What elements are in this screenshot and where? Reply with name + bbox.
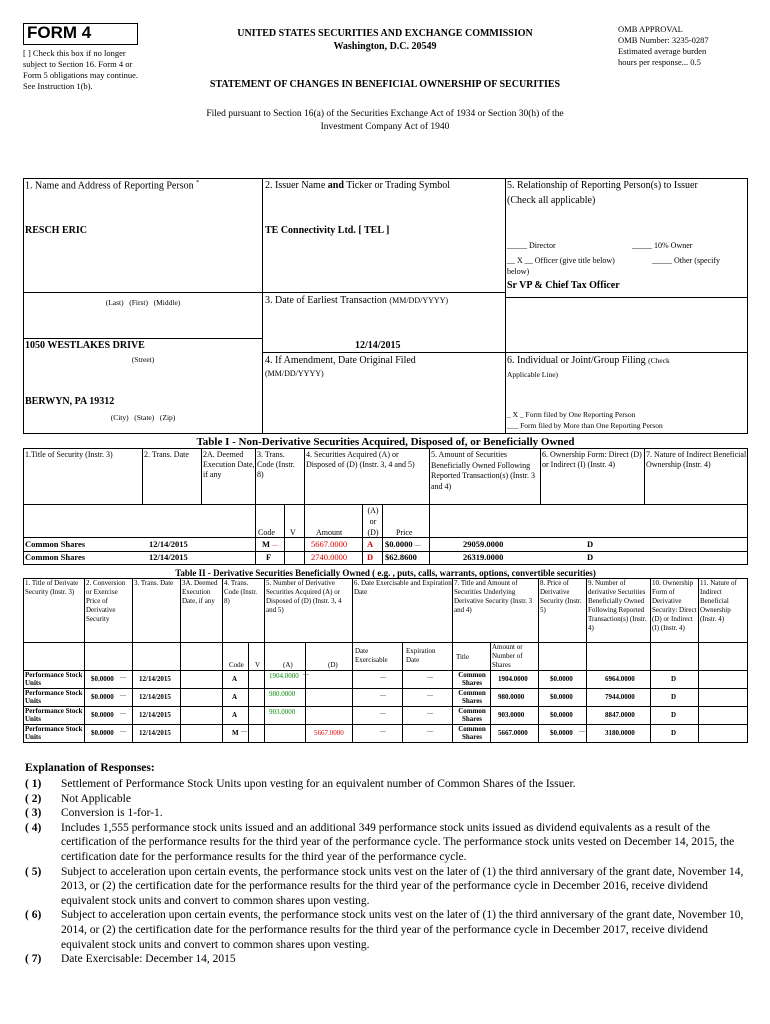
t2-h-price: 8. Price of Derivative Security (Instr. 5)	[540, 579, 582, 614]
box5-label-2: (Check all applicable)	[507, 195, 596, 206]
t2-conv-footnote[interactable]: —	[120, 675, 126, 681]
t1-r1-form: D	[587, 552, 594, 562]
t2-h-owned: 9. Number of derivative Securities Beneficially Owned Following Reported Transaction(s) (Instr. 4)	[588, 579, 647, 632]
reporting-person-name: RESCH ERIC	[25, 225, 87, 236]
t1-h-code: 3. Trans. Code (Instr. 8)	[257, 450, 295, 479]
t2-code-footnote[interactable]: —	[241, 729, 247, 735]
t1-r0-owned: 29059.0000	[463, 539, 504, 549]
t2-price: $0.0000	[550, 693, 573, 701]
explanation-number: ( 3)	[25, 807, 42, 820]
t2-price-footnote[interactable]: —	[579, 729, 585, 735]
t2-code: A	[232, 675, 238, 683]
table1-row	[23, 539, 748, 551]
t2-code: M	[232, 729, 239, 737]
t2-form: D	[671, 693, 677, 701]
t2-owned: 7944.0000	[605, 693, 635, 701]
t2-h-exercisable: 6. Date Exercisable and Expiration Date	[354, 579, 452, 596]
t1-r1-amount: 2740.0000	[311, 552, 348, 562]
table2-title: Table II - Derivative Securities Beneficially Owned ( e.g. , puts, calls, warrants, options, convertible securities)	[175, 568, 596, 578]
explanation-text: Includes 1,555 performance stock units issued and an additional 349 performance stock units issued as dividend equivalents as a result of the certification of the performance results for the third year of the performance cycle. The performance stock units vested on December 14, 2015, the certification date for the performance results for the third year of the performance cycle.	[61, 821, 735, 863]
t2-owned: 6964.0000	[605, 675, 635, 683]
t2-sub-title: Title	[456, 653, 469, 661]
t2-h-underlying: 7. Title and Amount of Securities Underlying Derivative Security (Instr. 3 and 4)	[454, 579, 533, 614]
ten-pct-owner-option[interactable]: _____ 10% Owner	[632, 241, 693, 250]
t1-h-title: 1.Title of Security (Instr. 3)	[25, 450, 113, 459]
t2-sub-a: (A)	[283, 661, 293, 669]
issuer-name: TE Connectivity Ltd. [ TEL ]	[265, 225, 390, 236]
t2-title: Performance Stock Units	[25, 671, 83, 687]
box2-label-a: 2. Issuer Name	[265, 180, 328, 191]
t2-a: 903.0000	[269, 708, 296, 716]
form-title: FORM 4	[27, 23, 92, 42]
explanation-text: Settlement of Performance Stock Units upon vesting for an equivalent number of Common Shares of the Issuer.	[61, 778, 576, 790]
explanation-list	[25, 777, 745, 967]
explanation-number: ( 7)	[25, 953, 42, 966]
t1-h-deemed: 2A. Deemed Execution Date, if any	[203, 450, 255, 479]
box2-label-b: Ticker or Trading Symbol	[343, 180, 451, 191]
t2-owned: 3180.0000	[605, 729, 635, 737]
check-box-text[interactable]: [ ] Check this box if no longer subject to Section 16. Form 4 or Form 5 obligations may continue. See Instruction 1(b).	[23, 48, 138, 91]
t2-h-code: 4. Trans. Code (Instr. 8)	[224, 579, 258, 605]
filing-option-multiple[interactable]: ___ Form filed by More than One Reporting Person	[507, 421, 663, 430]
t1-r1-price	[385, 552, 417, 562]
t2-a-footnote[interactable]: —	[303, 672, 309, 678]
t2-h-form: 10. Ownership Form of Derivative Security: Direct (D) or Indirect (I) (Instr. 4)	[652, 579, 697, 632]
filed-pursuant-line-1: Filed pursuant to Section 16(a) of the Securities Exchange Act of 1934 or Section 30(h) of the	[206, 109, 564, 119]
table2-row	[23, 707, 748, 724]
officer-title: Sr VP & Chief Tax Officer	[507, 280, 620, 291]
t2-h-deemed: 3A. Deemed Execution Date, if any	[182, 579, 218, 605]
table1-title: Table I - Non-Derivative Securities Acquired, Disposed of, or Beneficially Owned	[196, 436, 575, 448]
t2-date-ex: —	[380, 729, 386, 735]
explanation-text: Subject to acceleration upon certain events, the performance stock units vest on the later of (1) the third anniversary of the grant date, November 14, 2013, or (2) the certification date for the performance results for the third year of the performance cycle in December 2016, receive dividend equivalent stock units and convert to common shares upon vesting.	[61, 865, 744, 907]
box2-label	[265, 180, 450, 191]
box3-label	[265, 295, 448, 306]
explanation-title: Explanation of Responses:	[25, 762, 155, 774]
t1-h-nature: 7. Nature of Indirect Beneficial Ownership (Instr. 4)	[646, 450, 747, 469]
t1-r0-price-value: $0.0000	[385, 539, 413, 549]
t1-subheader	[23, 505, 748, 538]
t1-r0-date: 12/14/2015	[149, 539, 188, 549]
t2-sub-v: V	[255, 661, 261, 669]
table2-row	[23, 671, 748, 688]
omb-title: OMB APPROVAL	[618, 24, 683, 34]
t1-r0-title: Common Shares	[25, 539, 86, 549]
t2-form: D	[671, 729, 677, 737]
table2-row	[23, 689, 748, 706]
explanation-item	[25, 792, 745, 807]
t2-a: 980.0000	[269, 690, 296, 698]
t2-form: D	[671, 675, 677, 683]
t2-exp: —	[427, 711, 433, 717]
t2-h-number: 5. Number of Derivative Securities Acquired (A) or Disposed of (D) (Instr. 3, 4 and 5)	[266, 579, 342, 614]
t2-u-title: Common Shares	[458, 671, 486, 687]
t2-date-ex: —	[380, 693, 386, 699]
officer-option[interactable]: __ X __ Officer (give title below)	[507, 256, 615, 265]
t2-sub-amount: Amount or Number of Shares	[492, 643, 523, 669]
t2-price: $0.0000	[550, 729, 573, 737]
box4-label: 4. If Amendment, Date Original Filed	[265, 355, 416, 366]
t1-h-owned: 5. Amount of Securities Beneficially Owned Following Reported Transaction(s) (Instr. 3 and 4)	[431, 450, 535, 491]
box3-label-small: (MM/DD/YYYY)	[389, 296, 449, 305]
t2-date: 12/14/2015	[139, 711, 171, 719]
t2-h-title: 1. Title of Derivate Security (Instr. 3)	[25, 579, 79, 596]
t2-date: 12/14/2015	[139, 675, 171, 683]
explanation-text: Conversion is 1-for-1.	[61, 807, 163, 820]
t2-sub-code: Code	[229, 661, 244, 669]
t2-u-amount: 1904.0000	[498, 675, 528, 683]
t1-sub-amount: Amount	[316, 528, 343, 537]
filed-pursuant-line-2: Investment Company Act of 1940	[320, 122, 450, 132]
t2-u-amount: 903.0000	[498, 711, 525, 719]
box5-label: 5. Relationship of Reporting Person(s) to Issuer	[507, 180, 698, 191]
t1-r0-code-footnote[interactable]: —	[272, 543, 279, 549]
t2-price: $0.0000	[550, 675, 573, 683]
t2-u-amount: 5667.0000	[498, 729, 528, 737]
t1-r0-price-footnote[interactable]: —	[414, 543, 421, 549]
earliest-transaction-date: 12/14/2015	[355, 340, 401, 351]
box1-label-text: 1. Name and Address of Reporting Person	[25, 180, 194, 192]
filing-option-one[interactable]: _ X _ Form filed by One Reporting Person	[507, 410, 636, 419]
t2-exp: —	[427, 675, 433, 681]
t2-date: 12/14/2015	[139, 693, 171, 701]
explanation-text: Subject to acceleration upon certain events, the performance stock units vest on the later of (1) the third anniversary of the grant date, November 10, 2014, or (2) the certification date for the performance results for the third year of the performance cycle in December 2017, receive dividend equivalent stock units and convert to common shares upon vesting.	[61, 909, 744, 951]
t2-exp: —	[427, 729, 433, 735]
t2-date-ex: —	[380, 675, 386, 681]
explanation-item	[25, 777, 745, 792]
t2-title: Performance Stock Units	[25, 689, 83, 705]
t2-title: Performance Stock Units	[25, 725, 83, 741]
omb-burden-2: hours per response... 0.5	[618, 57, 701, 67]
t1-r0-form: D	[587, 539, 594, 549]
t2-code: A	[232, 711, 238, 719]
t2-sub-d: (D)	[328, 661, 338, 669]
t1-r0-amount: 5667.0000	[311, 539, 348, 549]
t2-conv-footnote[interactable]: —	[120, 693, 126, 699]
street-sub-label: (Street)	[131, 355, 155, 364]
explanation-item	[25, 865, 745, 909]
box6-label	[507, 355, 670, 366]
t1-r1-date: 12/14/2015	[149, 552, 188, 562]
other-below-text: below)	[507, 267, 530, 276]
table2-row	[23, 725, 748, 742]
t1-r0-aod: A	[367, 539, 374, 549]
t2-h-date: 3. Trans. Date	[134, 579, 174, 587]
t2-conv: $0.0000	[91, 675, 114, 683]
city-state-zip: BERWYN, PA 19312	[25, 396, 115, 407]
explanation-number: ( 1)	[25, 778, 42, 790]
t2-date: 12/14/2015	[139, 729, 171, 737]
t1-sub-code: Code	[258, 528, 275, 537]
t1-r0-code-value: M	[262, 539, 271, 549]
omb-burden-1: Estimated average burden	[618, 46, 707, 56]
table1-row	[23, 552, 748, 564]
omb-number: OMB Number: 3235-0287	[618, 35, 709, 45]
t2-owned: 8847.0000	[605, 711, 635, 719]
t2-conv: $0.0000	[91, 729, 114, 737]
t2-sub-exp: Expiration Date	[406, 647, 436, 664]
t2-conv: $0.0000	[91, 711, 114, 719]
t2-u-title: Common Shares	[458, 689, 486, 705]
t1-r0-code	[262, 539, 278, 549]
t2-u-title: Common Shares	[458, 707, 486, 723]
box1-star: *	[196, 180, 200, 186]
t1-r1-code	[266, 552, 271, 562]
explanation-item	[25, 908, 745, 952]
agency-city: Washington, D.C. 20549	[333, 41, 437, 52]
t1-r1-title: Common Shares	[25, 552, 86, 562]
explanation-item	[25, 821, 745, 865]
box6-label-small: (Check	[648, 356, 670, 365]
t2-sub-date-ex: Date Exercisable	[355, 647, 388, 664]
t2-conv-footnote[interactable]: —	[120, 729, 126, 735]
t1-r1-aod: D	[367, 552, 374, 562]
t1-r1-price-value: $62.8600	[385, 552, 417, 562]
explanation-text: Not Applicable	[61, 792, 131, 805]
explanation-number: ( 6)	[25, 909, 42, 922]
box6-label-small-2: Applicable Line)	[507, 370, 559, 379]
explanation-item	[25, 806, 745, 821]
t2-d: 5667.0000	[314, 729, 344, 737]
t1-r1-owned: 26319.0000	[463, 552, 504, 562]
director-option[interactable]: _____ Director	[507, 241, 556, 250]
t2-a: 1904.0000	[269, 672, 299, 680]
t2-date-ex: —	[380, 711, 386, 717]
omb-approval	[618, 24, 709, 68]
explanation-item	[25, 952, 745, 967]
t2-price: $0.0000	[550, 711, 573, 719]
t2-conv: $0.0000	[91, 693, 114, 701]
explanation-number: ( 5)	[25, 865, 42, 878]
explanation-number: ( 4)	[25, 821, 42, 834]
t1-r1-code-value: F	[266, 552, 272, 562]
explanation-number: ( 2)	[25, 792, 42, 805]
t2-exp: —	[427, 693, 433, 699]
box2-label-and: and	[327, 180, 344, 191]
city-sub-label: (City) (State) (Zip)	[110, 413, 176, 422]
box4-label-small: (MM/DD/YYYY)	[265, 369, 324, 378]
statement-title: STATEMENT OF CHANGES IN BENEFICIAL OWNERSHIP OF SECURITIES	[209, 79, 561, 90]
box6-label-text: 6. Individual or Joint/Group Filing	[507, 355, 649, 366]
t1-r0-price	[385, 539, 421, 549]
t1-sub-aod: (A) or (D)	[367, 506, 379, 537]
t2-conv-footnote[interactable]: —	[120, 711, 126, 717]
t1-h-form: 6. Ownership Form: Direct (D) or Indirect (I) (Instr. 4)	[542, 450, 642, 469]
t2-h-nature: 11. Nature of Indirect Beneficial Ownership (Instr. 4)	[700, 579, 737, 623]
t1-h-acquired: 4. Securities Acquired (A) or Disposed of (D) (Instr. 3, 4 and 5)	[306, 450, 415, 469]
box3-label-text: 3. Date of Earliest Transaction	[265, 295, 390, 306]
t2-u-amount: 980.0000	[498, 693, 525, 701]
explanation-text: Date Exercisable: December 14, 2015	[61, 953, 236, 966]
t1-h-date: 2. Trans. Date	[144, 450, 189, 459]
other-option[interactable]: _____ Other (specify	[652, 256, 720, 265]
t2-form: D	[671, 711, 677, 719]
box1-label	[25, 180, 199, 191]
name-sub-label: (Last) (First) (Middle)	[105, 298, 181, 307]
t2-u-title: Common Shares	[458, 725, 486, 741]
t1-sub-price: Price	[396, 528, 413, 537]
t2-h-conversion: 2. Conversion or Exercise Price of Derivative Security	[86, 579, 126, 623]
t1-sub-v: V	[290, 528, 296, 537]
t2-code: A	[232, 693, 238, 701]
street-address: 1050 WESTLAKES DRIVE	[25, 340, 145, 351]
t2-title: Performance Stock Units	[25, 707, 83, 723]
agency-name: UNITED STATES SECURITIES AND EXCHANGE COMMISSION	[237, 28, 533, 39]
